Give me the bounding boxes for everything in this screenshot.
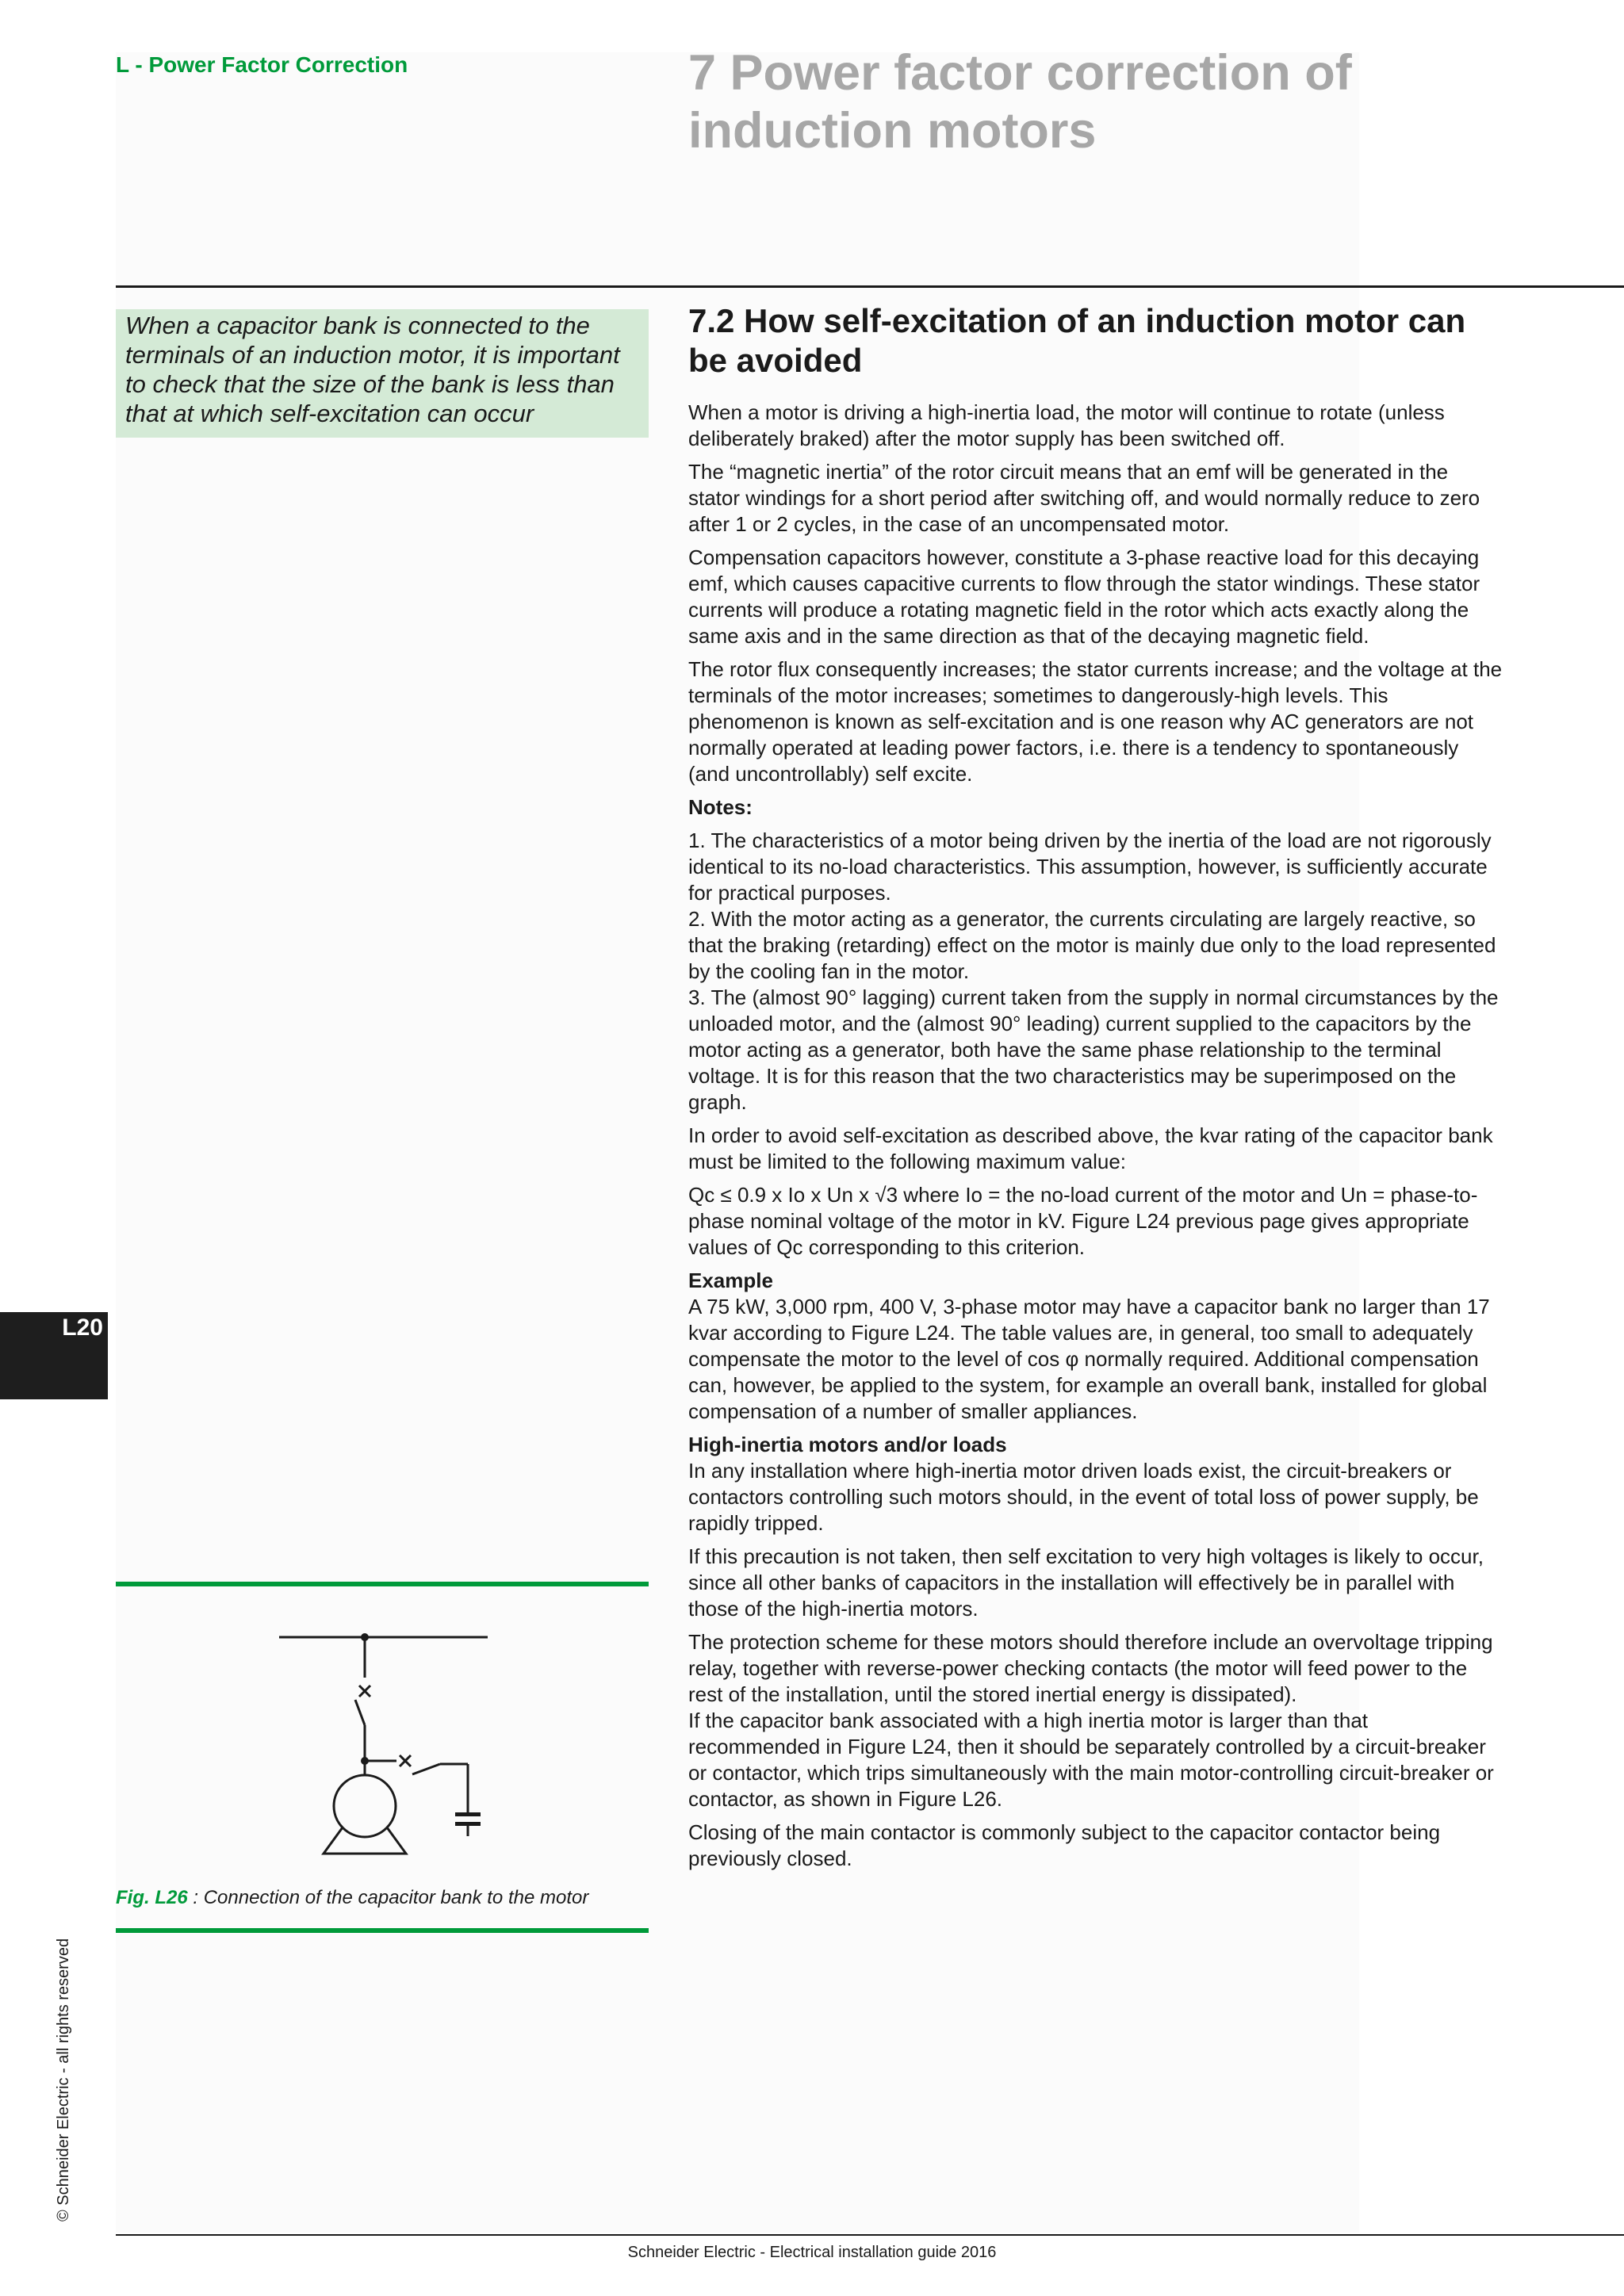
paragraph: In order to avoid self-excitation as described above, the kvar rating of the capacitor bank must be limited to the following maximum value:	[688, 1123, 1493, 1173]
paragraph: The rotor flux consequently increases; the stator currents increase; and the voltage at the terminals of the motor increases; sometimes to dangerously-high levels. This phenomenon is known as self-excitation and is one reason why AC generators are not normally operated at leading power factors, i.e. there is a tendency to spontaneously (and uncontrollably) self excite.	[688, 657, 1503, 786]
copyright: © Schneider Electric - all rights reserved	[55, 1938, 72, 2221]
capacitor-plate-bottom	[455, 1822, 481, 1826]
paragraph: The “magnetic inertia” of the rotor circuit means that an emf will be generated in the stator windings for a short period after switching off, and would normally reduce to zero after 1 or 2 cycles, in the case of an uncompensated motor.	[688, 460, 1480, 536]
capacitor-connection-diagram	[270, 1616, 500, 1869]
motor-base	[324, 1827, 406, 1854]
paragraph: Compensation capacitors however, constitute a 3-phase reactive load for this decaying emf, which causes capacitive currents to flow through the stator windings. These stator currents will produce a rotating magnetic field in the rotor which acts exactly along the same axis and in the same direction as that of the decaying magnetic field.	[688, 545, 1480, 648]
formula-paragraph: Qc ≤ 0.9 x Io x Un x √3 where Io = the no-load current of the motor and Un = phase-to-phase nominal voltage of the motor in kV. Figure L24 previous page gives appropriate values of Qc corresponding to this criterion.	[688, 1183, 1478, 1259]
side-note: When a capacitor bank is connected to the terminals of an induction motor, it is important to check that the size of the bank is less than that at which self-excitation can occur	[116, 309, 649, 438]
capacitor-switch-blade	[412, 1764, 440, 1774]
paragraph: If this precaution is not taken, then self excitation to very high voltages is likely to occur, since all other banks of capacitors in the installation will effectively be in parallel with those of the high-inertia motors.	[688, 1544, 1484, 1621]
paragraph: If the capacitor bank associated with a high inertia motor is larger than that recommended in Figure L24, then it should be separately controlled by a circuit-breaker or contactor, which trips simultaneously with the main motor-controlling circuit-breaker or contactor, as shown in Figure L26.	[688, 1709, 1494, 1811]
body-text	[688, 400, 1505, 1879]
page-tab: L20	[0, 1312, 108, 1399]
paragraph: A 75 kW, 3,000 rpm, 400 V, 3-phase motor may have a capacitor bank no larger than 17 kvar according to Figure L24. The table values are, in general, too small to adequately compensate the motor to the level of cos φ normally required. Additional compensation can, however, be applied to the system, for example an overall bank, installed for global compensation of a number of smaller appliances.	[688, 1295, 1490, 1423]
figure-bottom-rule	[116, 1928, 649, 1933]
figure-number: Fig. L26	[116, 1887, 188, 1908]
note-item: 2. With the motor acting as a generator, the currents circulating are largely reactive, so that the braking (retarding) effect on the motor is mainly due only to the load represented by the cooling fan in the motor.	[688, 907, 1496, 983]
breaker-cross-capacitor	[400, 1755, 411, 1766]
example-heading: Example	[688, 1269, 773, 1292]
paragraph: When a motor is driving a high-inertia load, the motor will continue to rotate (unless deliberately braked) after the motor supply has been switched off.	[688, 400, 1445, 450]
section-title: 7.2 How self-excitation of an induction motor can be avoided	[688, 302, 1466, 379]
motor-symbol	[334, 1775, 396, 1837]
chapter-title: 7 Power factor correction of induction motors	[688, 45, 1352, 159]
capacitor-plate-top	[455, 1812, 481, 1816]
footer-rule	[116, 2234, 1624, 2236]
section-label: L - Power Factor Correction	[116, 52, 408, 77]
breaker-cross-main	[359, 1686, 370, 1697]
note-item: 1. The characteristics of a motor being driven by the inertia of the load are not rigorously identical to its no-load characteristics. This assumption, however, is sufficiently accurate for practical purposes.	[688, 828, 1492, 905]
figure-caption-text: Connection of the capacitor bank to the motor	[203, 1887, 589, 1908]
tap-junction-dot	[361, 1757, 369, 1765]
inertia-heading: High-inertia motors and/or loads	[688, 1433, 1007, 1456]
figure-separator: :	[187, 1887, 204, 1908]
bus-junction-dot	[361, 1633, 369, 1641]
figure-caption	[116, 1887, 588, 1909]
figure-top-rule	[116, 1582, 649, 1586]
main-switch-blade	[355, 1700, 365, 1725]
footer-text: Schneider Electric - Electrical installation guide 2016	[627, 2244, 997, 2261]
notes-heading: Notes:	[688, 795, 753, 819]
paragraph: The protection scheme for these motors should therefore include an overvoltage tripping relay, together with reverse-power checking contacts (the motor will feed power to the rest of the installation, until the stored inertial energy is dissipated).	[688, 1630, 1493, 1706]
paragraph: In any installation where high-inertia motor driven loads exist, the circuit-breakers or contactors controlling such motors should, in the event of total loss of power supply, be rapidly tripped.	[688, 1459, 1479, 1535]
header-rule	[116, 285, 1624, 288]
note-item: 3. The (almost 90° lagging) current taken from the supply in normal circumstances by the unloaded motor, and the (almost 90° leading) current supplied to the capacitors by the motor acting as a generator, both have the same phase relationship to the terminal voltage. It is for this reason that the two characteristics may be superimposed on the graph.	[688, 985, 1499, 1114]
paragraph: Closing of the main contactor is commonly subject to the capacitor contactor being previously closed.	[688, 1820, 1441, 1870]
